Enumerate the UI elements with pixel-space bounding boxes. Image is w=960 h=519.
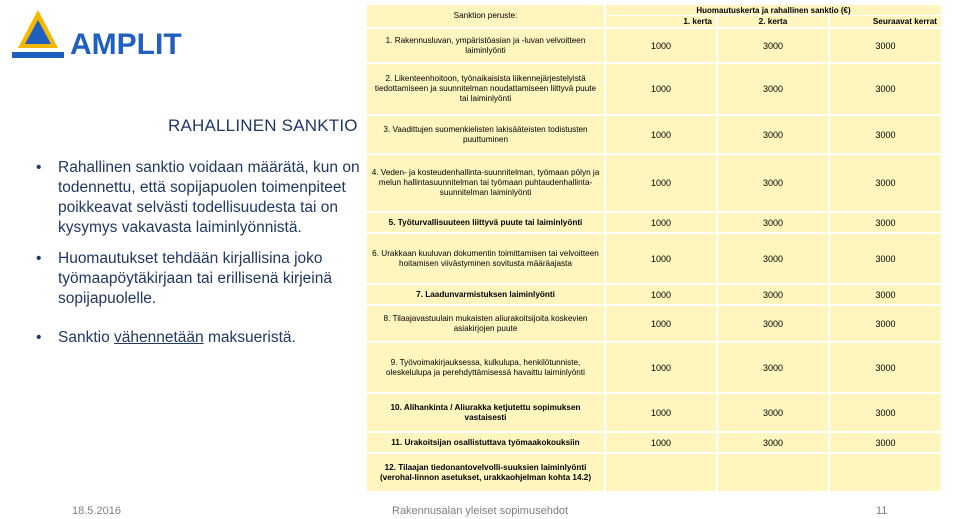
cell-value-1: 1000 [606,213,716,232]
cell-value-1: 1000 [606,306,716,341]
cell-value-2: 3000 [718,213,828,232]
cell-value-3 [830,454,941,491]
row-label: 3. Vaadittujen suomenkielisten lakisääteisten todistusten puuttuminen [367,116,604,153]
cell-value-3: 3000 [830,343,941,392]
cell-value-2: 3000 [718,234,828,283]
row-label: 6. Urakkaan kuuluvan dokumentin toimittamisen tai velvoitteen hoitamisen viivästyminen sovitusta määräajasta [367,234,604,283]
cell-value-2: 3000 [718,116,828,153]
row-label: 11. Urakoitsijan osallistuttava työmaakokouksiin [367,433,604,452]
row-label: 8. Tilaajavastuulain mukaisten aliurakoitsijoita koskevien asiakirjojen puute [367,306,604,341]
cell-value-2: 3000 [718,155,828,211]
page-number: 11 [876,505,888,517]
cell-value-2: 3000 [718,394,828,431]
cell-value-3: 3000 [830,433,941,452]
header-col-3: Seuraavat kerrat [830,16,941,27]
cell-value-2: 3000 [718,64,828,114]
cell-value-3: 3000 [830,394,941,431]
cell-value-1: 1000 [606,285,716,304]
bullet-list [34,158,364,361]
row-label: 2. Likenteenhoitoon, työnaikaisista liikennejärjestelyistä tiedottamiseen ja suunnitelman noudattamiseen liittyvä puute tai laiminlyönti [367,64,604,114]
cell-value-2: 3000 [718,306,828,341]
cell-value-1: 1000 [606,155,716,211]
row-label: 1. Rakennusluvan, ympäristöasian ja -luvan velvoitteen laiminlyönti [367,29,604,62]
footer-title: Rakennusalan yleiset sopimusehdot [392,505,569,517]
cell-value-1: 1000 [606,29,716,62]
cell-value-1: 1000 [606,394,716,431]
cell-value-3: 3000 [830,234,941,283]
row-label: 5. Työturvallisuuteen liittyvä puute tai laiminlyönti [367,213,604,232]
cell-value-1: 1000 [606,116,716,153]
cell-value-1: 1000 [606,234,716,283]
cell-value-2 [718,454,828,491]
header-col-2: 2. kerta [718,16,828,27]
underlined-text: vähennetään [114,329,204,346]
cell-value-1: 1000 [606,64,716,114]
cell-value-3: 3000 [830,116,941,153]
cell-value-3: 3000 [830,64,941,114]
row-label: 12. Tilaajan tiedonantovelvolli-suuksien laiminlyönti (verohal-linnon asetukset, urakkaohjelman kohta 14.2) [367,454,604,491]
bullet-text: maksueristä. [203,329,296,346]
logo-wordmark: AMPLIT [70,28,182,60]
cell-value-3: 3000 [830,155,941,211]
cell-value-2: 3000 [718,343,828,392]
slide-title: RAHALLINEN SANKTIO [168,116,358,135]
amplit-logo [12,8,222,60]
header-basis: Sanktion peruste: [367,5,604,27]
row-label: 10. Alihankinta / Aliurakka ketjutettu sopimuksen vastaisesti [367,394,604,431]
footer-date: 18.5.2016 [72,505,121,517]
row-label: 7. Laadunvarmistuksen laiminlyönti [367,285,604,304]
cell-value-3: 3000 [830,285,941,304]
cell-value-1: 1000 [606,343,716,392]
cell-value-1 [606,454,716,491]
bullet-text: Sanktio [58,329,115,346]
cell-value-2: 3000 [718,29,828,62]
row-label: 4. Veden- ja kosteudenhallinta-suunnitelman, työmaan pölyn ja melun hallintasuunnitelman tai työmaan puhtaudenhallinta-suunnitelman laiminlyönti [367,155,604,211]
header-col-1: 1. kerta [606,16,716,27]
cell-value-3: 3000 [830,306,941,341]
cell-value-3: 3000 [830,213,941,232]
cell-value-2: 3000 [718,433,828,452]
bullet-item: • Rahallinen sanktio voidaan määrätä, kun on todennettu, että sopijapuolen toimenpiteet poikkeavat selvästi todellisuudesta tai on kysymys vakavasta laiminlyönnistä. [34,158,364,238]
row-label: 9. Työvoimakirjauksessa, kulkulupa, henkilötunniste, oleskelulupa ja perehdyttämisessä havaittu laiminlyönti [367,343,604,392]
bullet-item: • Huomautukset tehdään kirjallisina joko työmaapöytäkirjaan tai erillisenä kirjeinä sopijapuolelle. [34,249,364,309]
cell-value-1: 1000 [606,433,716,452]
bullet-item [34,328,364,348]
header-group: Huomautuskerta ja rahallinen sanktio (€) [606,5,941,15]
cell-value-2: 3000 [718,285,828,304]
sanction-table [367,5,941,491]
cell-value-3: 3000 [830,29,941,62]
